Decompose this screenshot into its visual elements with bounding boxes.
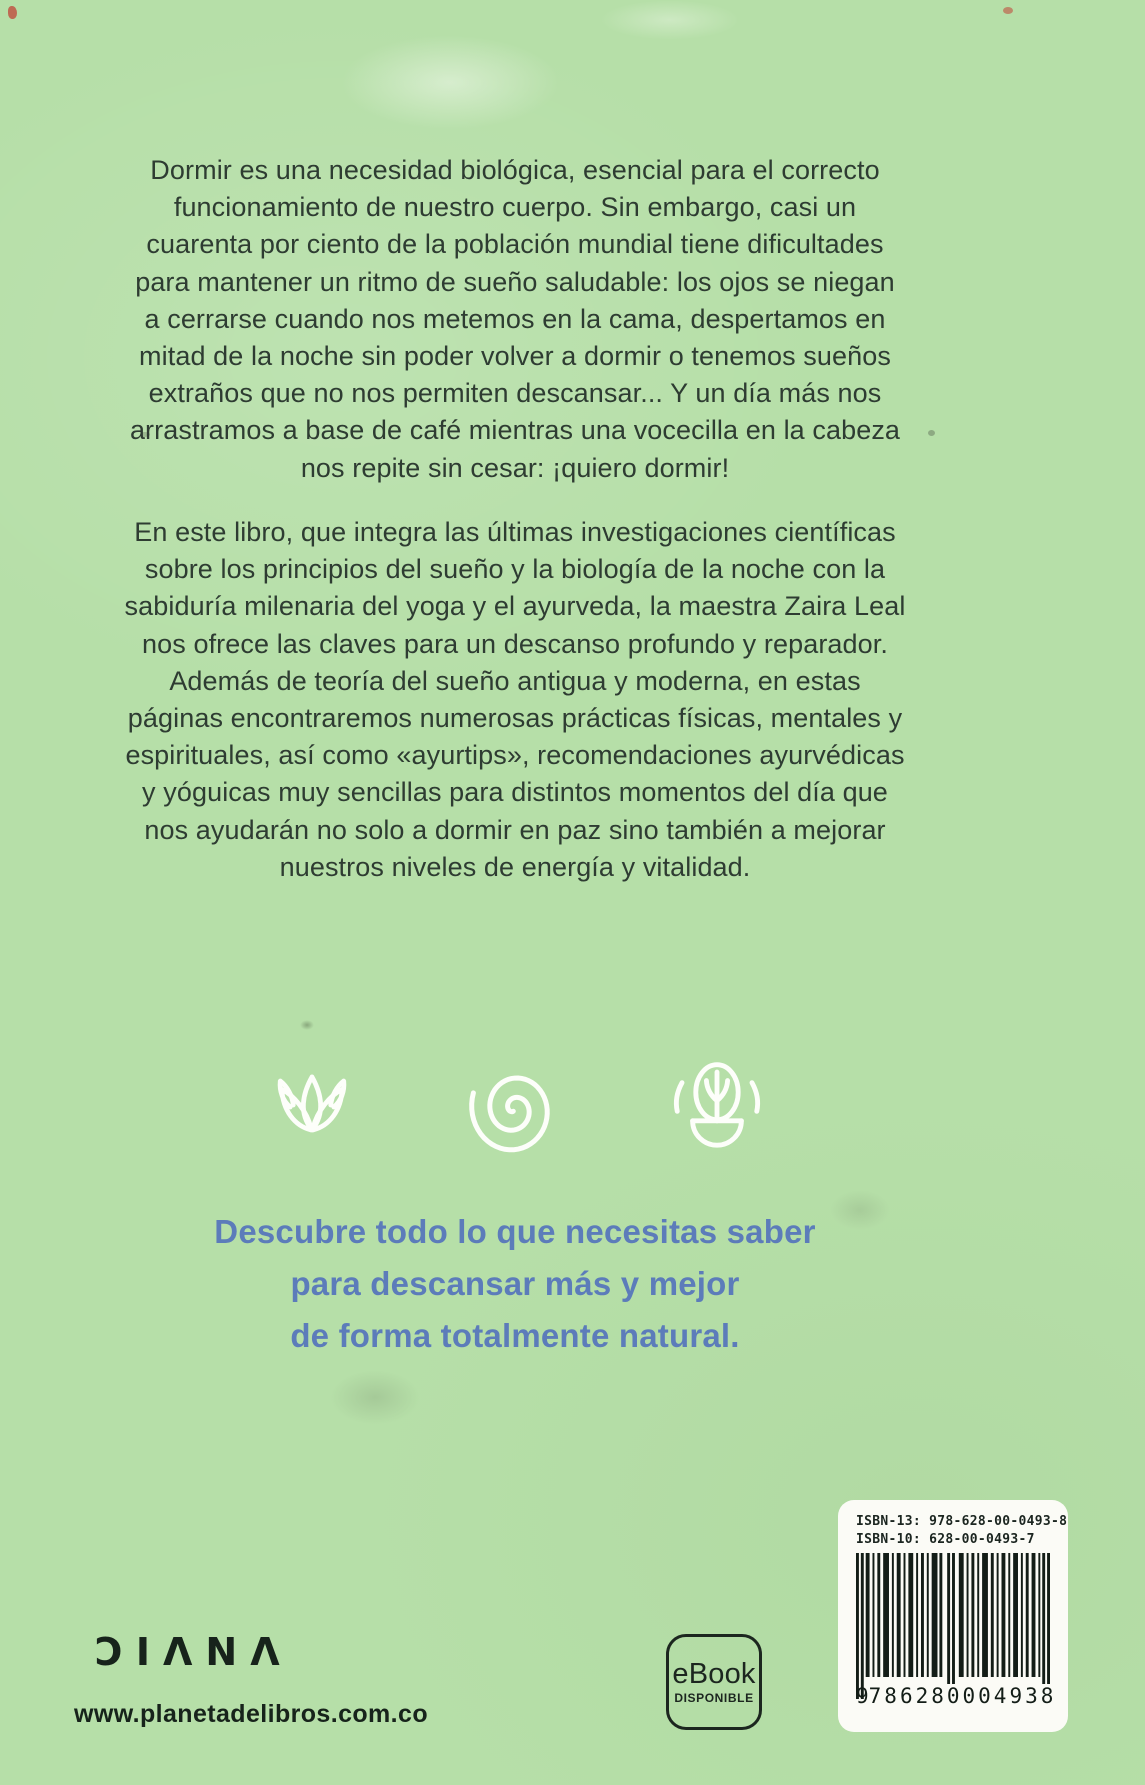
scan-artifact [300, 1020, 314, 1030]
text-line: sabiduría milenaria del yoga y el ayurveda, la maestra Zaira Leal [124, 591, 906, 622]
text-line: de forma totalmente natural. [290, 1317, 740, 1354]
text-line: páginas encontraremos numerosas prácticas físicas, mentales y [127, 703, 903, 734]
text-line: a cerrarse cuando nos metemos en la cama, despertamos en [144, 303, 886, 334]
ebook-badge [666, 1634, 762, 1730]
text-line: mitad de la noche sin poder volver a dormir o tenemos sueños [139, 341, 891, 372]
ean13-barcode [856, 1553, 1050, 1703]
text-line: arrastramos a base de café mientras una vocecilla en la cabeza [129, 415, 901, 446]
publisher-website: www.planetadelibros.com.co [74, 1700, 428, 1728]
ebook-badge-subtitle: DISPONIBLE [674, 1691, 754, 1705]
synopsis-paragraph-1 [55, 152, 975, 487]
isbn13-text: ISBN-13: 978-628-00-0493-8 [856, 1514, 1068, 1529]
text-line: espirituales, así como «ayurtips», recomendaciones ayurvédicas [125, 740, 905, 771]
scan-artifact [330, 1370, 420, 1425]
barcode-digit-group2: 004938 [962, 1684, 1057, 1708]
text-line: para descansar más y mejor [290, 1265, 740, 1302]
text-line: Descubre todo lo que necesitas saber [214, 1213, 816, 1250]
spiral-icon [464, 1052, 564, 1160]
scan-artifact [600, 0, 740, 40]
isbn-barcode-card [838, 1500, 1068, 1732]
tagline [55, 1206, 975, 1362]
lotus-icon [260, 1052, 364, 1160]
text-line: En este libro, que integra las últimas investigaciones científicas [134, 517, 896, 547]
plant-bowl-icon [664, 1052, 770, 1160]
text-line: nuestros niveles de energía y vitalidad. [279, 851, 751, 882]
isbn10-text: ISBN-10: 628-00-0493-7 [856, 1531, 1035, 1547]
text-line: nos ofrece las claves para un descanso profundo y reparador. [142, 628, 888, 659]
scan-artifact [1003, 7, 1013, 14]
scan-artifact [340, 35, 560, 130]
barcode-digit-lead: 9 [856, 1684, 869, 1708]
text-line: Dormir es una necesidad biológica, esencial para el correcto [150, 155, 880, 185]
barcode-digit-group1: 786280 [868, 1684, 963, 1708]
decorative-icons-row [55, 1052, 975, 1160]
text-line: cuarenta por ciento de la población mundial tiene dificultades [146, 229, 884, 260]
text-line: sobre los principios del sueño y la biología de la noche con la [144, 554, 886, 585]
text-line: para mantener un ritmo de sueño saludable: los ojos se niegan [135, 266, 895, 297]
ebook-badge-title: eBook [672, 1658, 756, 1690]
diana-publisher-logo: ƆIΛNΛ [95, 1630, 293, 1674]
text-line: extraños que no nos permiten descansar... Y un día más nos [148, 378, 882, 409]
text-line: y yóguicas muy sencillas para distintos momentos del día que [142, 777, 888, 808]
text-line: funcionamiento de nuestro cuerpo. Sin embargo, casi un [173, 192, 857, 223]
synopsis-paragraph-2 [55, 514, 975, 886]
barcode-number [856, 1682, 1057, 1708]
text-line: Además de teoría del sueño antigua y moderna, en estas [169, 665, 861, 696]
scan-artifact [8, 6, 17, 19]
text-line: nos ayudarán no solo a dormir en paz sino también a mejorar [144, 814, 886, 845]
text-line: nos repite sin cesar: ¡quiero dormir! [300, 452, 730, 483]
